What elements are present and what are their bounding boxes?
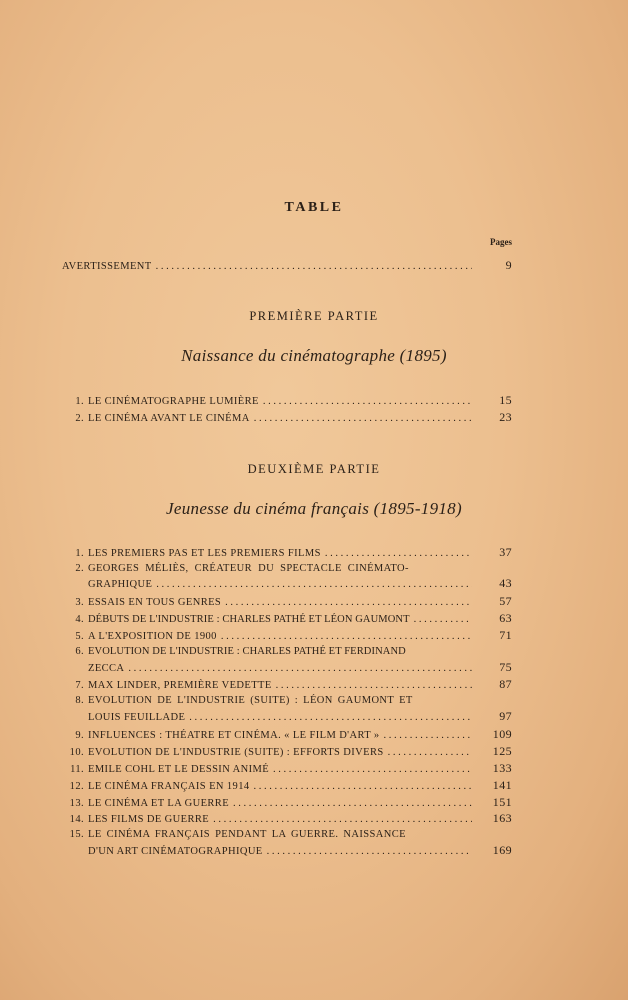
part-heading-2: DEUXIÈME PARTIE: [247, 462, 381, 476]
toc-entry-page: 57: [499, 594, 512, 608]
toc-entry-number: 2.: [75, 413, 84, 424]
toc-entry-label: ESSAIS EN TOUS GENRES: [88, 597, 222, 608]
toc-entry[interactable]: [62, 393, 512, 409]
toc-entry-number: 13.: [69, 798, 84, 809]
toc-entry-page: 75: [499, 660, 512, 674]
toc-entry-number: 10.: [69, 747, 84, 758]
toc-entry-page: 15: [499, 393, 512, 407]
toc-entry-page: 63: [499, 611, 512, 625]
toc-entry-label: DÉBUTS DE L'INDUSTRIE : CHARLES PATHÉ ET LÉON GAUMONT: [88, 614, 410, 625]
toc-entry-page: 169: [492, 843, 512, 857]
toc-entry-page: 97: [499, 709, 512, 723]
dot-leader: [189, 711, 472, 725]
toc-entry-label-continued: GRAPHIQUE: [88, 579, 153, 590]
toc-entry-foreword[interactable]: [62, 258, 512, 274]
dot-leader: [254, 412, 472, 426]
dot-leader: [156, 578, 472, 592]
dot-leader: [128, 662, 472, 676]
toc-entry-label: GEORGES MÉLIÈS, CRÉATEUR DU SPECTACLE CINÉMATO-: [88, 563, 409, 574]
toc-entry-label: LES FILMS DE GUERRE: [88, 814, 210, 825]
toc-entry[interactable]: [62, 645, 512, 659]
dot-leader: [263, 395, 472, 409]
toc-entry[interactable]: [62, 744, 512, 760]
dot-leader: [156, 260, 472, 274]
toc-entry-label: EVOLUTION DE L'INDUSTRIE : CHARLES PATHÉ ET FERDINAND: [88, 646, 406, 657]
dot-leader: [221, 630, 472, 644]
dot-leader: [213, 813, 472, 827]
toc-entry-number: 12.: [69, 781, 84, 792]
toc-entry[interactable]: [62, 828, 512, 842]
toc-entry-number: 11.: [70, 764, 84, 775]
toc-entry[interactable]: [62, 611, 512, 627]
dot-leader: [267, 845, 472, 859]
toc-entry[interactable]: [62, 410, 512, 426]
toc-entry-label-continued: LOUIS FEUILLADE: [88, 712, 186, 723]
toc-entry-page: 9: [505, 258, 512, 272]
toc-entry-number: 9.: [75, 730, 84, 741]
toc-entry[interactable]: [62, 562, 512, 576]
toc-entry-continuation[interactable]: [88, 660, 512, 676]
toc-entry-number: 1.: [75, 396, 84, 407]
toc-entry-page: 87: [499, 677, 512, 691]
toc-entry-page: 71: [499, 628, 512, 642]
page-title: TABLE: [284, 200, 344, 215]
toc-entry-page: 23: [499, 410, 512, 424]
toc-entry-number: 3.: [75, 597, 84, 608]
toc-entry-continuation[interactable]: [88, 576, 512, 592]
toc-entry-label: LE CINÉMA ET LA GUERRE: [88, 798, 230, 809]
toc-entry-page: 151: [492, 795, 512, 809]
toc-entry-label: A L'EXPOSITION DE 1900: [88, 631, 217, 642]
toc-entry[interactable]: [62, 811, 512, 827]
part-subtitle-1: Naissance du cinématographe (1895): [181, 346, 447, 365]
toc-entry-number: 1.: [75, 548, 84, 559]
toc-entry-number: 6.: [75, 646, 84, 657]
toc-entry-number: 5.: [75, 631, 84, 642]
pages-column-label: Pages: [490, 237, 512, 247]
toc-entry-continuation[interactable]: [88, 843, 512, 859]
dot-leader: [384, 729, 472, 743]
toc-entry[interactable]: [62, 628, 512, 644]
toc-entry[interactable]: [62, 795, 512, 811]
toc-entry-page: 37: [499, 545, 512, 559]
toc-entry[interactable]: [62, 694, 512, 708]
toc-entry-page: 125: [492, 744, 512, 758]
toc-entry-label: EVOLUTION DE L'INDUSTRIE (SUITE) : LÉON GAUMONT ET: [88, 695, 413, 706]
part-heading-1: PREMIÈRE PARTIE: [249, 309, 379, 323]
dot-leader: [388, 746, 472, 760]
toc-entry-page: 141: [492, 778, 512, 792]
toc-entry[interactable]: [62, 677, 512, 693]
dot-leader: [254, 780, 473, 794]
toc-entry-label: LES PREMIERS PAS ET LES PREMIERS FILMS: [88, 548, 321, 559]
dot-leader: [325, 547, 472, 561]
toc-entry-label: INFLUENCES : THÉATRE ET CINÉMA. « LE FILM D'ART »: [88, 730, 380, 741]
toc-entry-label: EVOLUTION DE L'INDUSTRIE (SUITE) : EFFORTS DIVERS: [88, 747, 384, 758]
toc-entry-label: LE CINÉMA FRANÇAIS PENDANT LA GUERRE. NAISSANCE: [88, 829, 406, 840]
toc-entry-number: 8.: [75, 695, 84, 706]
toc-entry[interactable]: [62, 545, 512, 561]
toc-entry-page: 43: [499, 576, 512, 590]
toc-entry-number: 14.: [69, 814, 84, 825]
toc-entry[interactable]: [62, 594, 512, 610]
toc-entry-page: 163: [492, 811, 512, 825]
toc-entry[interactable]: [62, 778, 512, 794]
toc-entry-label: LE CINÉMA AVANT LE CINÉMA: [88, 413, 250, 424]
toc-entry-label-continued: ZECCA: [88, 663, 125, 674]
toc-entry-label: LE CINÉMA FRANÇAIS EN 1914: [88, 781, 250, 792]
dot-leader: [273, 763, 472, 777]
toc-entry[interactable]: [62, 761, 512, 777]
toc-entry-page: 133: [492, 761, 512, 775]
toc-entry-continuation[interactable]: [88, 709, 512, 725]
toc-entry-label-continued: D'UN ART CINÉMATOGRAPHIQUE: [88, 846, 263, 857]
toc-entry-page: 109: [492, 727, 512, 741]
dot-leader: [225, 596, 472, 610]
dot-leader: [233, 797, 472, 811]
toc-entry-label: EMILE COHL ET LE DESSIN ANIMÉ: [88, 764, 270, 775]
dot-leader: [414, 613, 472, 627]
toc-entry-number: 4.: [75, 614, 84, 625]
toc-entry-label: AVERTISSEMENT: [62, 261, 152, 272]
toc-entry-label: MAX LINDER, PREMIÈRE VEDETTE: [88, 680, 272, 691]
toc-entry-number: 15.: [69, 829, 84, 840]
part-subtitle-2: Jeunesse du cinéma français (1895-1918): [166, 499, 462, 518]
dot-leader: [276, 679, 472, 693]
toc-entry-label: LE CINÉMATOGRAPHE LUMIÈRE: [88, 396, 259, 407]
toc-entry-number: 7.: [75, 680, 84, 691]
toc-entry-number: 2.: [75, 563, 84, 574]
toc-entry[interactable]: [62, 727, 512, 743]
